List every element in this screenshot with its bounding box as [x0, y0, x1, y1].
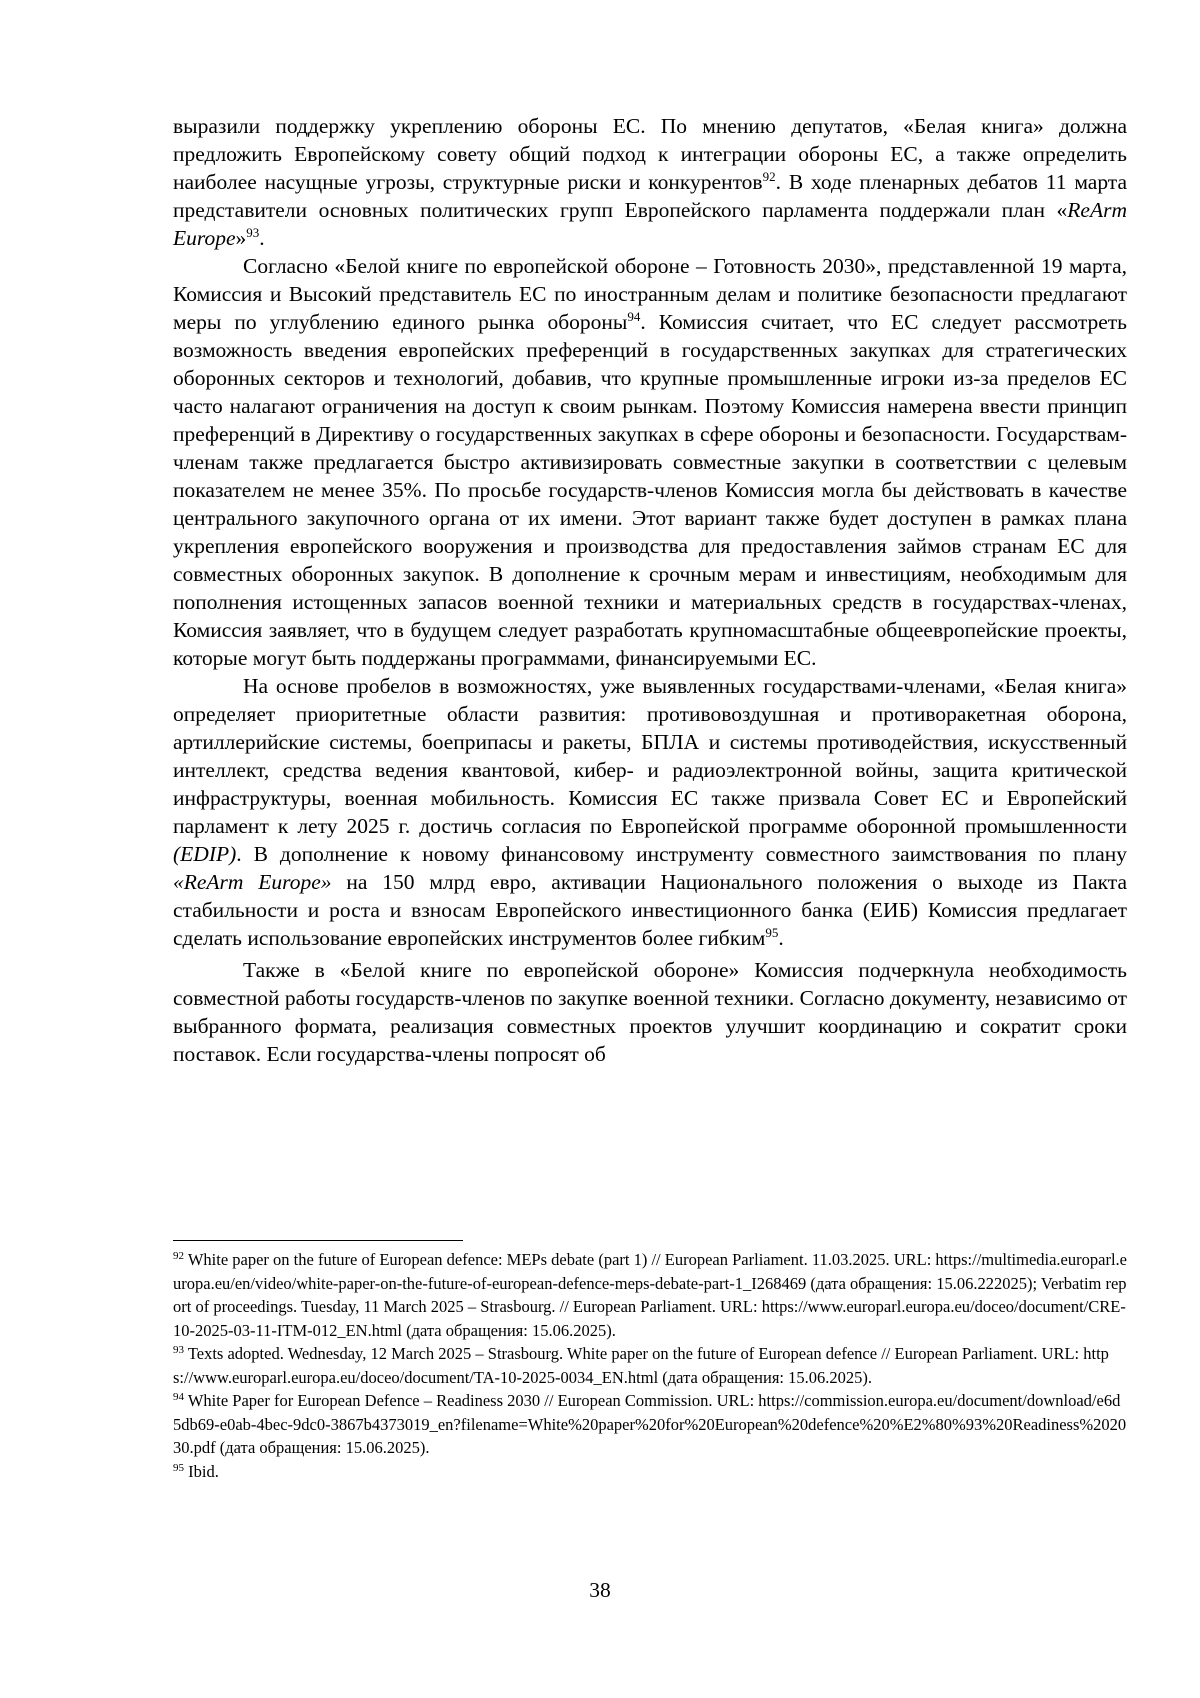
- footnote-93: $^{93}$ Texts adopted. Wednesday, 12 March 2025 – Strasbourg. White paper on the future of European defence // European Parliament. URL: https://www.europarl.europa.eu/doceo/document/TA-10-2025-0034_EN.html (дата обращения: 15.06.2025).: [173, 1344, 1109, 1387]
- page-number: 38: [589, 1578, 611, 1602]
- footnote-divider: [173, 1240, 463, 1241]
- footnote-95: $^{95}$ Ibid.: [173, 1461, 219, 1481]
- footnote-ref-92[interactable]: 92: [762, 169, 776, 184]
- footnotes: [173, 1248, 1127, 1483]
- main-text: [173, 112, 1127, 1068]
- footnote-92: $^{92}$ White paper on the future of European defence: MEPs debate (part 1) // European Parliament. 11.03.2025. URL: https://multimedia.europarl.europa.eu/en/video/white-paper-on-the-future-of-european-defence-meps-debate-part-1_I268469 (дата обращения: 15.06.222025); Verbatim report of proceedings. Tuesday, 11 March 2025 – Strasbourg. // European Parliament. URL: https://www.europarl.europa.eu/doceo/document/CRE-10-2025-03-11-ITM-012_EN.html (дата обращения: 15.06.2025).: [173, 1250, 1127, 1340]
- paragraph-2: Согласно «Белой книге по европейской обороне – Готовность 2030», представленной 19 марта, Комиссия и Высокий представитель ЕС по иностранным делам и политике безопасности предлагают меры по углублению единого рынка обороны$^{94}$. Комиссия считает, что ЕС следует рассмотреть возможность введения европейских преференций в государственных закупках для стратегических оборонных секторов и технологий, добавив, что крупные промышленные игроки из-за пределов ЕС часто налагают ограничения на доступ к своим рынкам. Поэтому Комиссия намерена ввести принцип преференций в Директиву о государственных закупках в сфере обороны и безопасности. Государствам-членам также предлагается быстро активизировать совместные закупки в соответствии с целевым показателем не менее 35%. По просьбе государств-членов Комиссия могла бы действовать в качестве центрального закупочного органа от их имени. Этот вариант также будет доступен в рамках плана укрепления европейского вооружения и производства для предоставления займов странам ЕС для совместных оборонных закупок. В дополнение к срочным мерам и инвестициям, необходимым для пополнения истощенных запасов военной техники и материальных средств в государствах-членах, Комиссия заявляет, что в будущем следует разработать крупномасштабные общеевропейские проекты, которые могут быть поддержаны программами, финансируемыми ЕС.: [173, 254, 1127, 670]
- footnote-ref-94[interactable]: 94: [627, 309, 641, 324]
- paragraph-4: Также в «Белой книге по европейской обороне» Комиссия подчеркнула необходимость совместной работы государств-членов по закупке военной техники. Согласно документу, независимо от выбранного формата, реализация совместных проектов улучшит координацию и сократит сроки поставок. Если государства-члены попросят об: [173, 958, 1127, 1066]
- paragraph-3: На основе пробелов в возможностях, уже выявленных государствами-членами, «Белая книга» определяет приоритетные области развития: противовоздушная и противоракетная оборона, артиллерийские системы, боеприпасы и ракеты, БПЛА и системы противодействия, искусственный интеллект, средства ведения квантовой, кибер- и радиоэлектронной войны, защита критической инфраструктуры, военная мобильность. Комиссия ЕС также призвала Совет ЕС и Европейский парламент к лету 2025 г. достичь согласия по Европейской программе оборонной промышленности (EDIP). В дополнение к новому финансовому инструменту совместного заимствования по плану «ReArm Europe» на 150 млрд евро, активации Национального положения о выходе из Пакта стабильности и роста и взносам Европейского инвестиционного банка (ЕИБ) Комиссия предлагает сделать использование европейских инструментов более гибким$^{95}$.: [173, 674, 1127, 950]
- footnote-ref-95[interactable]: 95: [765, 925, 779, 940]
- footnote-94: $^{94}$ White Paper for European Defence – Readiness 2030 // European Commission. URL: https://commission.europa.eu/document/download/e6d5db69-e0ab-4bec-9dc0-3867b4373019_en?filename=White%20paper%20for%20European%20defence%20%E2%80%93%20Readiness%202030.pdf (дата обращения: 15.06.2025).: [173, 1391, 1127, 1457]
- footnote-ref-93[interactable]: 93: [246, 225, 260, 240]
- paragraph-1: выразили поддержку укреплению обороны ЕС. По мнению депутатов, «Белая книга» должна предложить Европейскому совету общий подход к интеграции обороны ЕС, а также определить наиболее насущные угрозы, структурные риски и конкурентов$^{92}$. В ходе пленарных дебатов 11 марта представители основных политических групп Европейского парламента поддержали план «ReArm Europe»$^{93}$.: [173, 114, 1127, 250]
